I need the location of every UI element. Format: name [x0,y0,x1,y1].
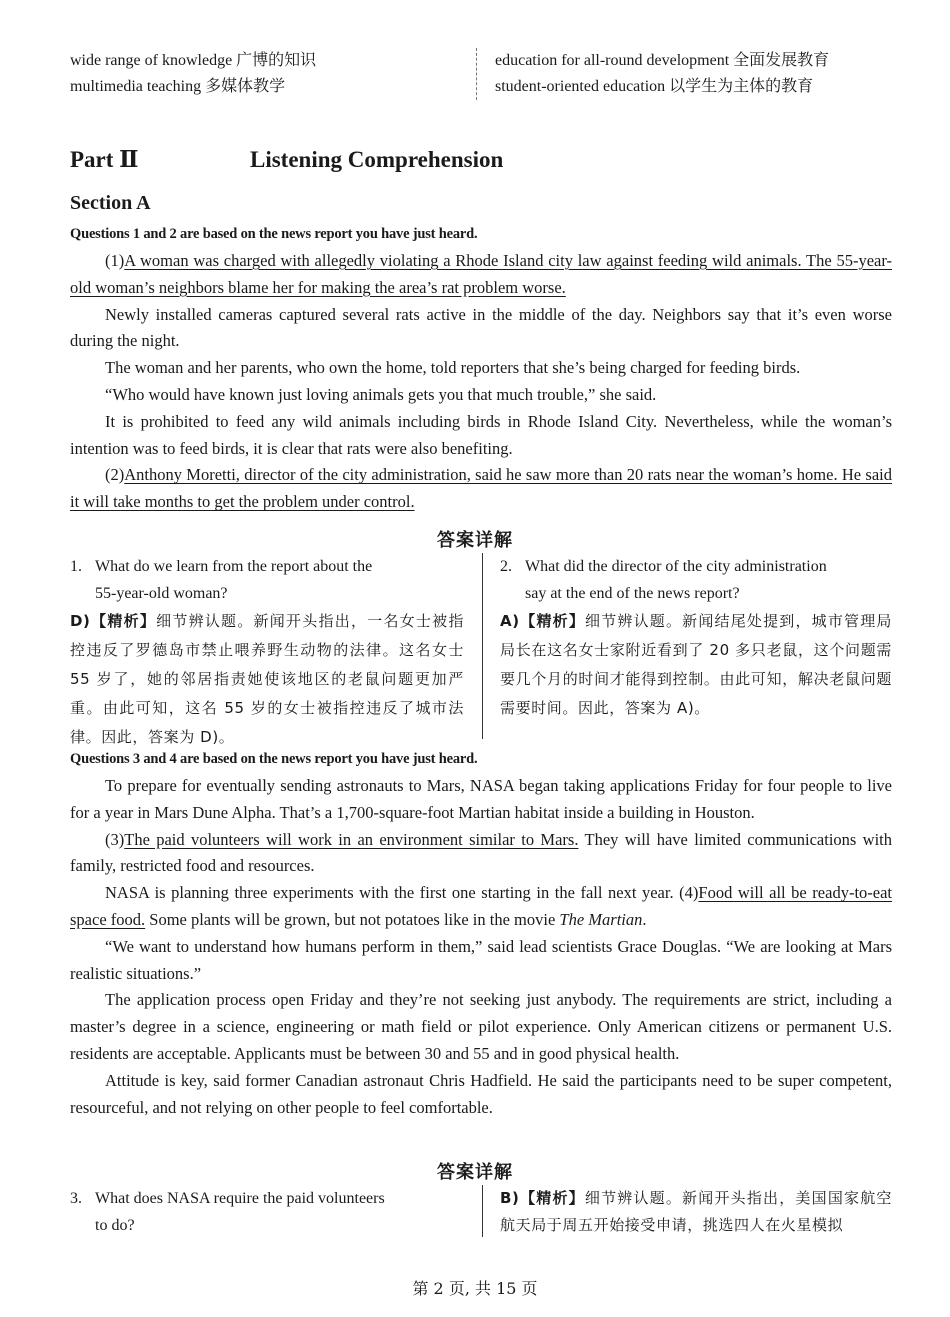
answer-tag: A)【精析】 [500,612,586,630]
underlined-answer-text: Anthony Moretti, director of the city administration, said he saw more than 20 rats near the woman’s home. He said it will take months to get the problem under control. [70,465,892,512]
underlined-answer-text: The paid volunteers will work in an environment similar to Mars. [124,829,579,849]
transcript-q1-2 [70,248,892,516]
transcript-paragraph [70,462,892,516]
answer-block-q3-explanation [500,1185,892,1239]
column-divider [482,553,483,739]
answer-tag: B)【精析】 [500,1189,585,1207]
question-2: 2. What did the director of the city administration say at the end of the news report? [500,558,827,602]
vocab-item: multimedia teaching 多媒体教学 [70,78,286,95]
transcript-paragraph: NASA is planning three experiments with the first one starting in the fall next year. (4)Food will all be ready-to-eat space food. Some plants will be grown, but not potatoes like in the movie The Martian. [70,883,892,929]
vocab-item: education for all-round development 全面发展教育 [495,52,830,69]
transcript-paragraph: It is prohibited to feed any wild animals including birds in Rhode Island City. Nevertheless, while the woman’s intention was to feed birds, it is clear that rats were also benefiting. [70,411,892,458]
answers-heading: 答案详解 [437,1162,513,1183]
answer-block-q3 [70,1185,464,1239]
question-marker: (1) [105,251,125,270]
vocab-item: wide range of knowledge 广博的知识 [70,52,317,69]
part-label: Part Ⅱ [70,147,139,172]
underlined-answer-text: A woman was charged with allegedly violating a Rhode Island city law against feeding wild animals. The 55-year-old woman’s neighbors blame her for making the area’s rat problem worse. [70,251,892,297]
question-marker: (2) [105,465,125,485]
column-divider [482,1185,483,1237]
transcript-paragraph: To prepare for eventually sending astronauts to Mars, NASA began taking applications Friday for four people to live for a year in Mars Dune Alpha. That’s a 1,700-square-foot Martian habitat inside a building in Houston. [70,776,892,822]
answer-explanations-1-2 [70,553,892,746]
movie-title: The Martian [559,909,643,929]
underlined-answer-text: Food will all be ready-to-eat space food. [70,883,892,929]
answer-tag: D)【精析】 [70,612,157,630]
transcript-paragraph: (3)The paid volunteers will work in an environment similar to Mars. They will have limited communications with family, restricted food and resources. [70,829,893,876]
section-heading: Section A [70,192,151,214]
part-title: Listening Comprehension [250,147,504,172]
vocab-item: student-oriented education 以学生为主体的教育 [495,78,814,95]
answer-explanations-3-4 [70,1185,892,1237]
page-number-footer: 第 2 页, 共 15 页 [412,1279,538,1298]
transcript-paragraph: The application process open Friday and they’re not seeking just anybody. The requirements are strict, including a master’s degree in a science, engineering or math field or pilot experience. Only American citizens or permanent U.S. residents are acceptable. Applicants must be between 30 and 55 and in good physical health. [70,990,892,1063]
question-1: 1. What do we learn from the report about the 55-year-old woman? [70,558,373,602]
transcript-paragraph [70,248,892,302]
explanation-3: B)【精析】细节辨认题。新闻开头指出，美国国家航空航天局于周五开始接受申请，挑选四人在火星模拟 [500,1189,893,1234]
answer-block-q1 [70,553,464,752]
answers-heading: 答案详解 [437,530,513,551]
explanation-2: A)【精析】细节辨认题。新闻结尾处提到，城市管理局局长在这名女士家附近看到了 20 多只老鼠，这个问题需要几个月的时间才能得到控制。由此可知，解决老鼠问题需要时间。因此，答案为 A)。 [500,612,892,717]
vocabulary-right-column [476,48,909,100]
part-heading [70,146,503,173]
question-marker: (4) [679,883,699,903]
transcript-q3-4 [70,773,892,1121]
transcript-paragraph: Newly installed cameras captured several rats active in the middle of the day. Neighbors say that it’s even worse during the night. [70,304,892,351]
vocabulary-left-column [70,48,460,100]
answer-block-q2 [500,553,892,723]
question-3: 3. What does NASA require the paid volunteers to do? [70,1190,385,1234]
explanation-1: D)【精析】细节辨认题。新闻开头指出，一名女士被指控违反了罗德岛市禁止喂养野生动物的法律。这名女士 55 岁了，她的邻居指责她使该地区的老鼠问题更加严重。由此可知，这名 55 岁的女士被指控违反了城市法律。因此，答案为 D)。 [70,612,464,746]
questions-heading: Questions 1 and 2 are based on the news report you have just heard. [70,226,478,242]
transcript-paragraph: The woman and her parents, who own the home, told reporters that she’s being charged for feeding birds. [105,358,801,378]
transcript-paragraph: “We want to understand how humans perform in them,” said lead scientists Grace Douglas. “We are looking at Mars realistic situations.” [70,936,892,983]
transcript-paragraph: “Who would have known just loving animals gets you that much trouble,” she said. [105,384,657,404]
question-marker: (3) [105,829,125,849]
questions-heading: Questions 3 and 4 are based on the news report you have just heard. [70,751,478,767]
transcript-paragraph: Attitude is key, said former Canadian astronaut Chris Hadfield. He said the participants need to be super competent, resourceful, and not relying on other people to feel comfortable. [70,1070,892,1117]
